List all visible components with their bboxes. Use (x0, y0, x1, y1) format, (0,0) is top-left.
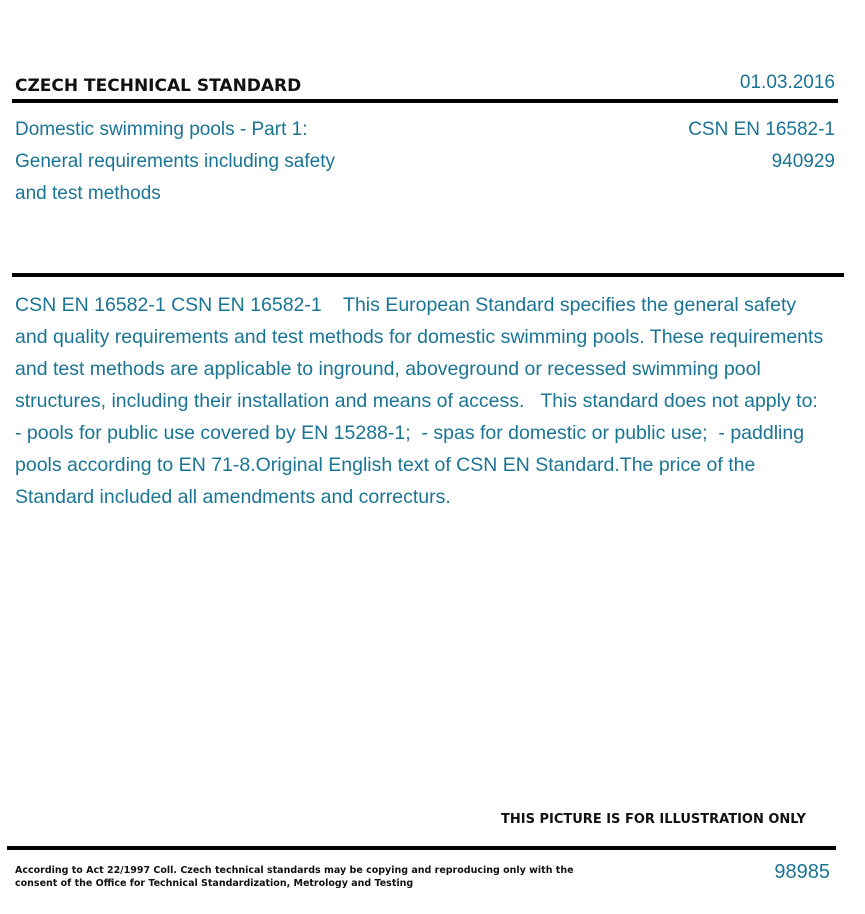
publication-date: 01.03.2016 (739, 72, 835, 93)
standard-number: CSN EN 16582-1 (688, 119, 835, 140)
standard-title: Domestic swimming pools - Part 1: General requirements including safety and test methods (15, 119, 336, 204)
standard-class-code: 940929 (771, 151, 835, 172)
standard-identifiers (688, 114, 835, 178)
catalog-code: 98985 (774, 861, 830, 883)
illustration-notice: THIS PICTURE IS FOR ILLUSTRATION ONLY (501, 812, 806, 827)
standard-description: CSN EN 16582-1 CSN EN 16582-1 This European Standard specifies the general safety and quality requirements and test methods for domestic swimming pools. These requirements and test methods are applicable to inground, aboveground or recessed swimming pool structures, including their installation and means of access. This standard does not apply to: - pools for public use covered by EN 15288-1; - spas for domestic or public use; - paddling pools according to EN 71-8.Original English text of CSN EN Standard.The price of the Standard included all amendments and correcturs. (15, 294, 829, 508)
legal-notice: According to Act 22/1997 Coll. Czech technical standards may be copying and reproducing only with the consent of the Office for Technical Standardization, Metrology and Testing (15, 865, 574, 889)
header-divider (12, 99, 838, 103)
title-divider (12, 273, 844, 277)
document-category-heading: CZECH TECHNICAL STANDARD (15, 76, 302, 96)
footer-divider (7, 846, 836, 850)
